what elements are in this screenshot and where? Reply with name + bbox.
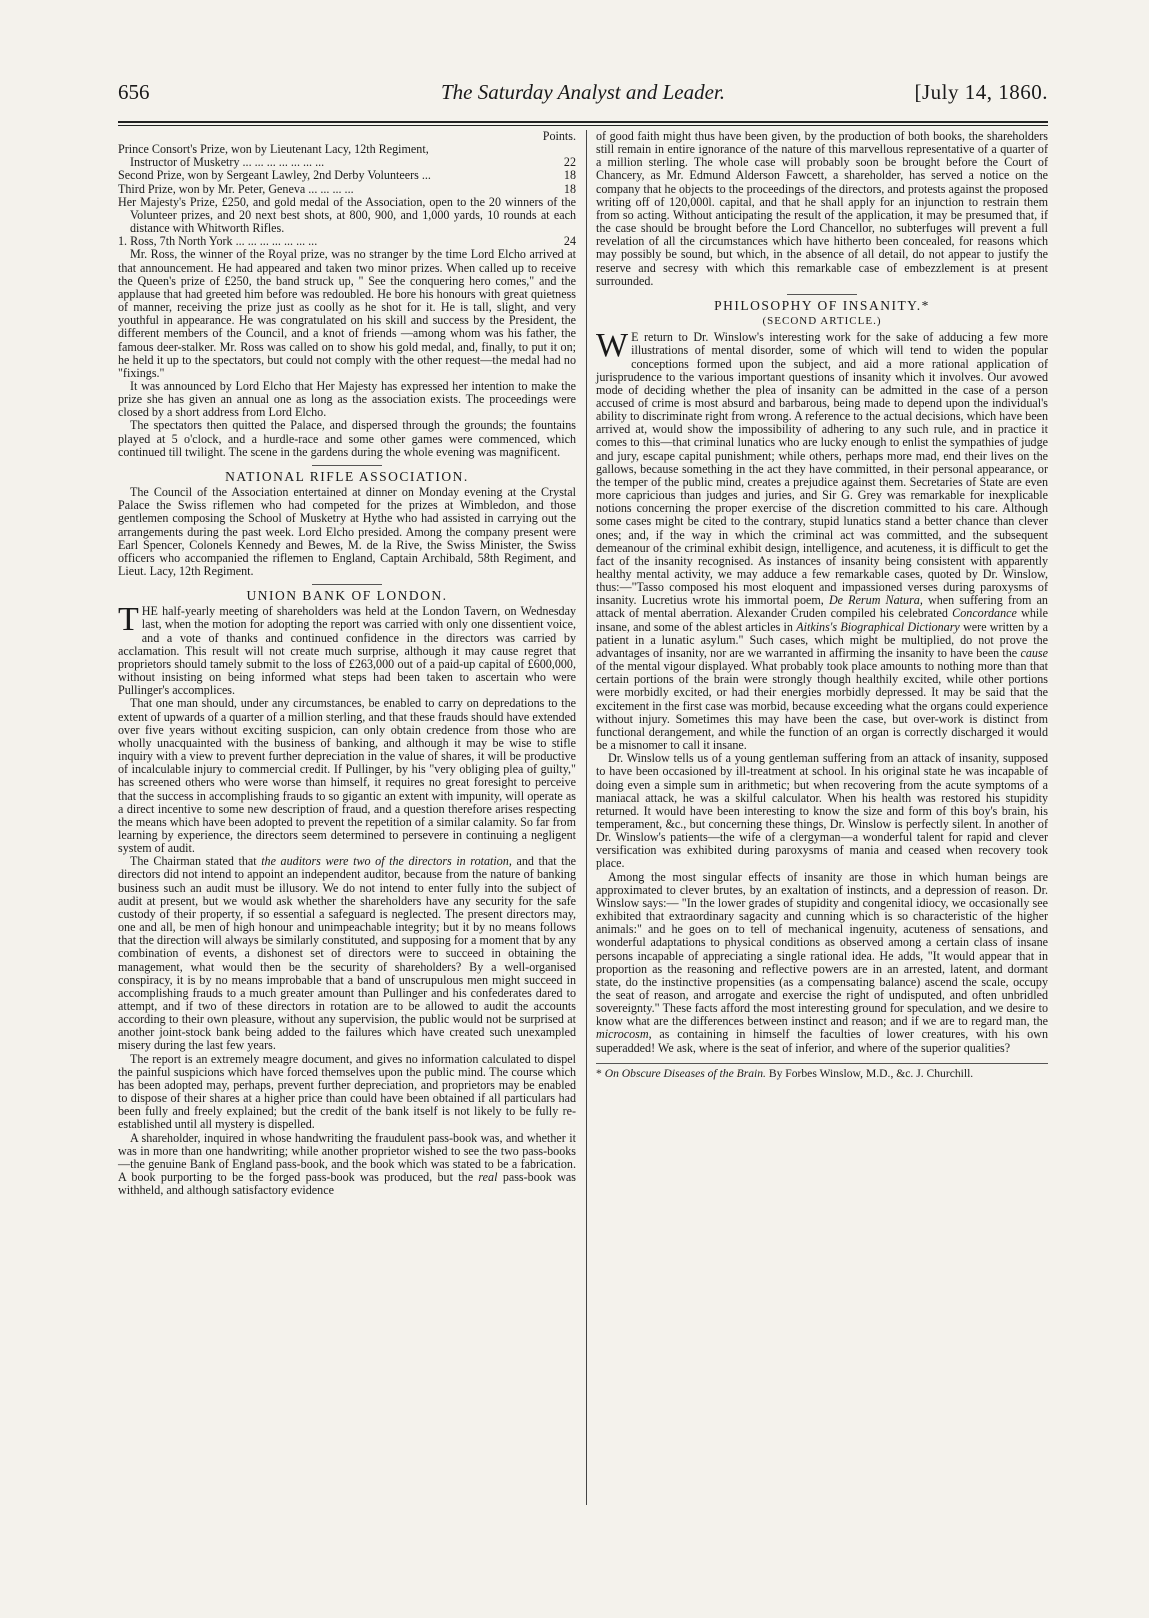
- footnote-text: By Forbes Winslow, M.D., &c. J. Churchill.: [768, 1066, 974, 1080]
- right-column: [596, 130, 1048, 1080]
- text-run: of the mental vigour displayed. What probably took place amounts to nothing more than that certain portions of the brain were strongly though healthily excited, while other portions were morbidly excited, or had their energies morbidly depressed. It may be said that the excitement in the first case was morbid, because exceeding what the organs could experience without injury. Sometimes this may have been the case, but over-work is distinct from functional derangement, and while the function of an organ is correctly discharged it would be a misnomer to call it insane.: [596, 659, 1048, 753]
- paragraph: [118, 1132, 576, 1198]
- left-column: [118, 130, 576, 1197]
- queens-prize-description: Her Majesty's Prize, £250, and gold medal of the Association, open to the 20 winners of the Volunteer prizes, and 20 next best shots, at 800, 900, and 1,000 yards, 10 rounds at each distance with Whitworth Rifles.: [118, 194, 576, 236]
- text-run: and that the directors did not intend to appoint an independent auditor, because from the nature of banking business such an audit must be illusory. We do not intend to enter fully into the subject of audit at present, but we would ask whether the shareholders have any security for the safe custody of their property, if so essential a safeguard is neglected. The present directors may, one and all, be men of high honour and unimpeachable integrity; but it by no means follows that the direction will always be similarly constituted, and supposing for a moment that by any combination of events, a dishonest set of directors were to succeed in obtaining the management, what would then be the security of shareholders? By a well-organised conspiracy, it is by no means improbable that a band of unscrupulous men might succeed in accomplishing frauds to a much greater amount than Pullinger and his confederates dared to attempt, and if two of these directors in rotation are to be allowed to audit the accounts according to their own pleasure, without any supervision, the public would not be surprised at another joint-stock bank being added to the failures which have created such unexampled misery during the last few years.: [118, 854, 576, 1053]
- prize-text: Second Prize, won by Sergeant Lawley, 2nd Derby Volunteers ...: [118, 168, 431, 183]
- paragraph: The spectators then quitted the Palace, and dispersed through the grounds; the fountains played at 5 o'clock, and a hurdle-race and some other games were commenced, which continued till twilight. The scene in the gardens during the whole evening was magnificent.: [118, 418, 576, 459]
- section-subheading: (SECOND ARTICLE.): [762, 315, 882, 328]
- text-run: when suffering from an attack of mental aberration. Alexander Cruden compiled his celebrated: [596, 593, 1048, 621]
- text-run: as containing in himself the faculties of lower creatures, with his own superadded! We ask, where is the seat of inferior, and where of the superior qualities?: [596, 1027, 1048, 1055]
- issue-date: [July 14, 1860.: [914, 80, 1048, 104]
- footnote-marker: *: [596, 1066, 605, 1080]
- emphasis: De Rerum Natura,: [828, 593, 923, 608]
- paragraph: [596, 871, 1048, 1055]
- emphasis: Aitkins's Biographical Dictionary: [796, 619, 960, 634]
- footnote: [596, 1063, 1048, 1080]
- section-rule: [312, 584, 382, 585]
- page-number: 656: [118, 80, 150, 104]
- column-divider: [586, 130, 587, 1505]
- prize-points: 18: [563, 181, 576, 196]
- text-run: while insane, and some of the ablest articles in: [596, 606, 1048, 634]
- emphasis: real: [478, 1170, 498, 1185]
- paragraph: [596, 327, 1048, 753]
- drop-cap: T: [118, 601, 139, 639]
- text-run: Among the most singular effects of insanity are those in which human beings are approximated to clever brutes, by an exaltation of instincts, and a depression of reason. Dr. Winslow says:— "In the lower grades of stupidity and congenital idiocy, we occasionally see exhibited that extraordinary sagacity and cunning which is so characteristic of the higher animals:" and he goes on to tell of mechanical ingenuity, acuteness of sensations, and wonderful adaptations to physical conditions as observed among a certain class of insane persons incapable of appreciating a single rational idea. He adds, "It would appear that in proportion as the reasoning and reflective powers are in an arrested, latent, and dormant state, do the instinctive propensities (as a compensating balance) ascend the scale, occupy the seat of reason, and arrogate and exercise the right of undisputed, and often unbridled sovereignty." These facts afford the most interesting ground for speculation, and we desire to know what are the differences between instinct and reason; and if we are to regard man, the: [596, 869, 1048, 1029]
- prize-text: Third Prize, won by Mr. Peter, Geneva ... ... ... ...: [118, 181, 354, 196]
- paragraph: The report is an extremely meagre document, and gives no information calculated to dispel the painful suspicions which have forced themselves upon the public mind. The course which has been adopted may, perhaps, prevent further depreciation, and proprietors may be enabled to dispose of their shares at a higher price than could have been obtained if all particulars had been fully and freely explained; but the credit of the bank itself is not likely to be fully re-established until all mystery is dispelled.: [118, 1051, 576, 1132]
- section-rule: [312, 465, 382, 466]
- section-rule: [787, 294, 857, 295]
- prize-text: Instructor of Musketry ... ... ... ... ... ... ...: [130, 155, 325, 170]
- prize-line: [118, 183, 576, 196]
- masthead-title: The Saturday Analyst and Leader.: [440, 80, 726, 104]
- points-label: Points.: [542, 129, 576, 143]
- drop-cap: W: [596, 327, 629, 365]
- page-header: [118, 80, 1048, 110]
- prize-line: [118, 169, 576, 182]
- winner-text: 1. Ross, 7th North York ... ... ... ... ... ... ...: [118, 234, 318, 249]
- winner-points: 24: [563, 234, 576, 249]
- emphasis: the auditors were two of the directors in rotation,: [261, 854, 512, 869]
- prize-points: 18: [563, 168, 576, 183]
- emphasis: microcosm,: [596, 1027, 652, 1042]
- paragraph: Mr. Ross, the winner of the Royal prize, was no stranger by the time Lord Elcho arrived at that announcement. He had appeared and taken two minor prizes. When called up to receive the Queen's prize of £250, the band struck up, " See the conquering hero comes," and the applause that had greeted him before was redoubled. He bore his honours with great quietness of manner, receiving the prize just as coolly as he shot for it. He is tall, slight, and very youthful in appearance. He was congratulated on his skill and success by the President, the different members of the Council, and a knot of friends —among whom was his father, the famous deer-stalker. Mr. Ross was called on to show his gold medal, and, finally, to put it on; he held it up to the spectators, but could not comply with the other request—the medal had no "fixings.": [118, 247, 576, 380]
- text-run: E return to Dr. Winslow's interesting work for the sake of adducing a few more illustrations of mental disorder, some of which will tend to widen the popular conceptions formed upon the subject, and aid a more rational application of jurisprudence to the various important questions of insanity which it involves. Our avowed mode of deciding whether the plea of insanity can be admitted in the case of a person accused of crime is most absurd and barbarous, being made to depend upon the individual's ability to discriminate right from wrong. A reference to the actual decisions, which have been arrived at, would show the impossibility of adhering to any such rule, and in practice it comes to this—that criminal lunatics who are lucky enough to enlist the sympathies of judge and jury, escape capital punishment; while others, perhaps more mad, end their lives on the gallows, because something in the act they have committed, in their personal appearance, or the temper of the public mind, creates a prejudice against them. Secretaries of State are even more capricious than judges and juries, and Sir G. Grey was remarkable for inexplicable notions concerning the proper exercise of the discretion committed to his care. Although some cases might be cited to the contrary, stupid lunatics stand a better chance than clever ones; and, if the way in which the criminal act was committed, and the subsequent demeanour of the criminal exhibit design, intelligence, and acuteness, it is difficult to get the fact of the insanity recognised. As instances of insanity being consistent with apparently healthy mental activity, we may adduce a few remarkable cases, quoted by Dr. Winslow, thus:—"Tasso composed his most eloquent and impassioned verses during paroxysms of insanity. Lucretius wrote his immortal poem,: [596, 330, 1048, 608]
- paragraph: It was announced by Lord Elcho that Her Majesty has expressed her intention to make the prize she has given an annual one as long as the association exists. The proceedings were closed by a short address from Lord Elcho.: [118, 378, 576, 420]
- text-run: were written by a patient in a lunatic asylum." Such cases, which might be multiplied, do not prove the advantages of insanity, nor are we warranted in affirming the insanity to have been the: [596, 619, 1048, 660]
- paragraph: [118, 601, 576, 698]
- paragraph: of good faith might thus have been given, by the production of both books, the shareholders still remain in entire ignorance of the nature of this marvellous representative of a quarter of a million sterling. The whole case will probably soon be brought before the Court of Chancery, as Mr. Edmund Alderson Fawcett, a shareholder, has served a notice on the company that he objects to the proceedings of the directors, and protests against the proposed writing off of 120,000l. capital, and that he shall apply for an injunction to restrain them from so acting. Without anticipating the result of the application, it may be presumed that, if the case should be brought before the Lord Chancellor, no subterfuges will prevent a full revelation of all the circumstances which have hitherto been concealed, for reasons which may possibly be sound, but which, in the absence of all detail, do not appear to justify the reserve and secresy with which this remarkable case of embezzlement is at present surrounded.: [596, 129, 1048, 288]
- paragraph: Dr. Winslow tells us of a young gentleman suffering from an attack of insanity, supposed to have been occasioned by ill-treatment at school. In his original state he was incapable of doing even a simple sum in arithmetic; but when recovering from the acute symptoms of a maniacal attack, he was a skilful calculator. When his health was restored his stupidity returned. It would have been interesting to know the size and form of this boy's brain, his temperament, &c., but concerning these things, Dr. Winslow is perfectly silent. In another of Dr. Winslow's patients—the wife of a clergyman—a wonderful talent for rapid and clever versification was exhibited during paroxysms of mania and ceased when recovery took place.: [596, 751, 1048, 871]
- header-rule: [118, 121, 1048, 123]
- text-run: pass-book was withheld, and although satisfactory evidence: [118, 1170, 577, 1198]
- paragraph: That one man should, under any circumstances, be enabled to carry on depredations to the extent of upwards of a quarter of a million sterling, and that these frauds should have extended over five years without exciting suspicion, can only obtain credence from those who are wholly unacquainted with the business of banking, and although it may be wise to stifle inquiry with a view to prevent further depreciation in the value of shares, it will be productive of incalculable injury to commercial credit. If Pullinger, by his "very obliging plea of guilty," has screened others who were worse than himself, it requires no great foresight to perceive that the success in accomplishing frauds to so gigantic an extent with impunity, will operate as a direct incentive to some new description of fraud, and a question therefore arises respecting the means which have been adopted to prevent the repetition of a similar calamity. So far from learning by experience, the directors seem determined to persevere in continuing a negligent system of audit.: [118, 696, 576, 856]
- footnote-title: On Obscure Diseases of the Brain.: [604, 1066, 766, 1080]
- prize-text: Prince Consort's Prize, won by Lieutenant Lacy, 12th Regiment,: [118, 142, 429, 157]
- section-heading-bank: UNION BANK OF LONDON.: [246, 588, 448, 604]
- paragraph: [118, 855, 576, 1052]
- section-heading-rifle: NATIONAL RIFLE ASSOCIATION.: [225, 468, 469, 484]
- paragraph-text: HE half-yearly meeting of shareholders was held at the London Tavern, on Wednesday last, when the motion for adopting the report was carried with only one dissentient voice, and a vote of thanks and continued confidence in the directors was carried by acclamation. This result will not create much surprise, although it may cause regret that proprietors should tamely submit to the loss of £263,000 out of a paid-up capital of £600,000, without insisting on being informed what steps had been taken to ascertain who were Pullinger's accomplices.: [118, 604, 576, 698]
- paragraph: The Council of the Association entertained at dinner on Monday evening at the Crystal Palace the Swiss riflemen who had competed for the prizes at Wimbledon, and those gentlemen composing the School of Musketry at Hythe who had assisted in carrying out the arrangements during the past week. Lord Elcho presided. Among the company present were Earl Spencer, Colonels Kennedy and Bewes, M. de la Rive, the Swiss Minister, the Swiss officers who accompanied the riflemen to England, Captain Archibald, 58th Regiment, and Lieut. Lacy, 12th Regiment.: [118, 485, 576, 578]
- text-run: The Chairman stated that: [130, 854, 257, 869]
- text-run: A shareholder, inquired in whose handwriting the fraudulent pass-book was, and whether it was in more than one handwriting; while another proprietor wished to see the two pass-books—the genuine Bank of England pass-book, and the book which was stated to be a fabrication. A book purporting to be the forged pass-book was produced, but the: [118, 1130, 576, 1185]
- prize-points: 22: [563, 155, 576, 170]
- header-rule-thin: [118, 125, 1048, 126]
- emphasis: Concordance: [952, 606, 1017, 621]
- section-heading-insanity: PHILOSOPHY OF INSANITY.*: [714, 297, 930, 313]
- emphasis: cause: [1020, 645, 1048, 660]
